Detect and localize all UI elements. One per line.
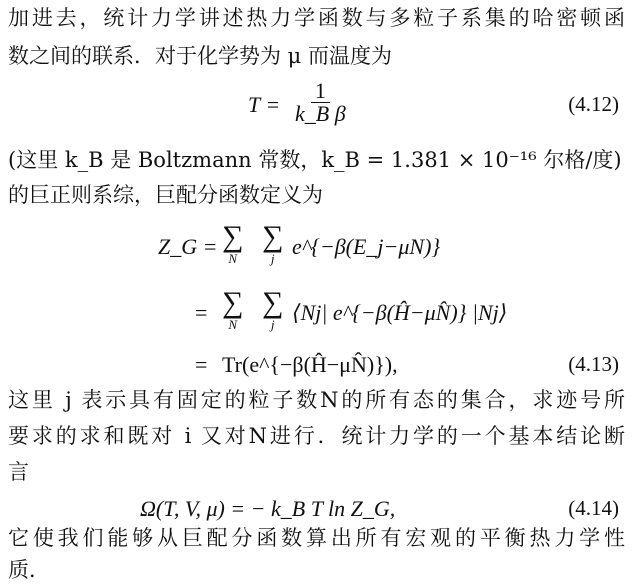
eq412-denominator: k_B β: [295, 101, 346, 126]
para4-line2: 质．: [8, 558, 50, 582]
eq413-row3-equals: =: [195, 352, 208, 377]
sum-over-N-2: ∑ N: [222, 286, 244, 332]
eq413-row1-term: e^{−β(E_j−μN)}: [292, 234, 441, 259]
equation-4-13-row1: [0, 222, 633, 272]
eq412-number: (4.12): [568, 92, 619, 116]
para3-line3: 言: [8, 460, 29, 484]
para4-line1: 它使我们能够从巨配分函数算出所有宏观的平衡热力学性: [8, 526, 625, 550]
equation-4-13-row2: [0, 288, 633, 338]
eq413-row2-equals: =: [195, 300, 208, 325]
eq413-row2-term: ⟨Nj| e^{−β(Ĥ−μN̂)} |Nj⟩: [292, 300, 508, 325]
eq412-numerator: 1: [311, 80, 330, 103]
para3-line2: 要求的求和既对 i 又对N进行．统计力学的一个基本结论断: [8, 424, 625, 448]
eq413-number: (4.13): [568, 352, 619, 376]
para2-line2: 的巨正则系综，巨配分函数定义为: [8, 183, 323, 207]
sum-over-j-2: ∑ j: [262, 286, 284, 332]
para2-line1: (这里 k_B 是 Boltzmann 常数，k_B = 1.381 × 10⁻¹⁶ 尔格/度): [8, 148, 622, 172]
eq414-number: (4.14): [568, 496, 619, 520]
para1-line2: 数之间的联系．对于化学势为 μ 而温度为: [8, 44, 392, 68]
eq413-row3-term: Tr(e^{−β(Ĥ−μN̂)}),: [222, 352, 398, 377]
eq414-expression: Ω(T, V, μ) = − k_B T ln Z_G,: [140, 496, 396, 521]
equation-4-12: [0, 78, 633, 126]
sum-over-j-1: ∑ j: [262, 220, 284, 266]
para3-line1: 这里 j 表示具有固定的粒子数N的所有态的集合，求迹号所: [8, 388, 625, 412]
sum-over-N-1: ∑ N: [222, 220, 244, 266]
eq413-lhs: Z_G =: [158, 234, 218, 259]
eq412-lhs: T =: [248, 92, 281, 117]
equation-4-13-row3: [0, 346, 633, 386]
para1-line1: 加进去，统计力学讲述热力学函数与多粒子系集的哈密顿函: [8, 6, 625, 30]
eq412-fraction: [295, 80, 346, 125]
